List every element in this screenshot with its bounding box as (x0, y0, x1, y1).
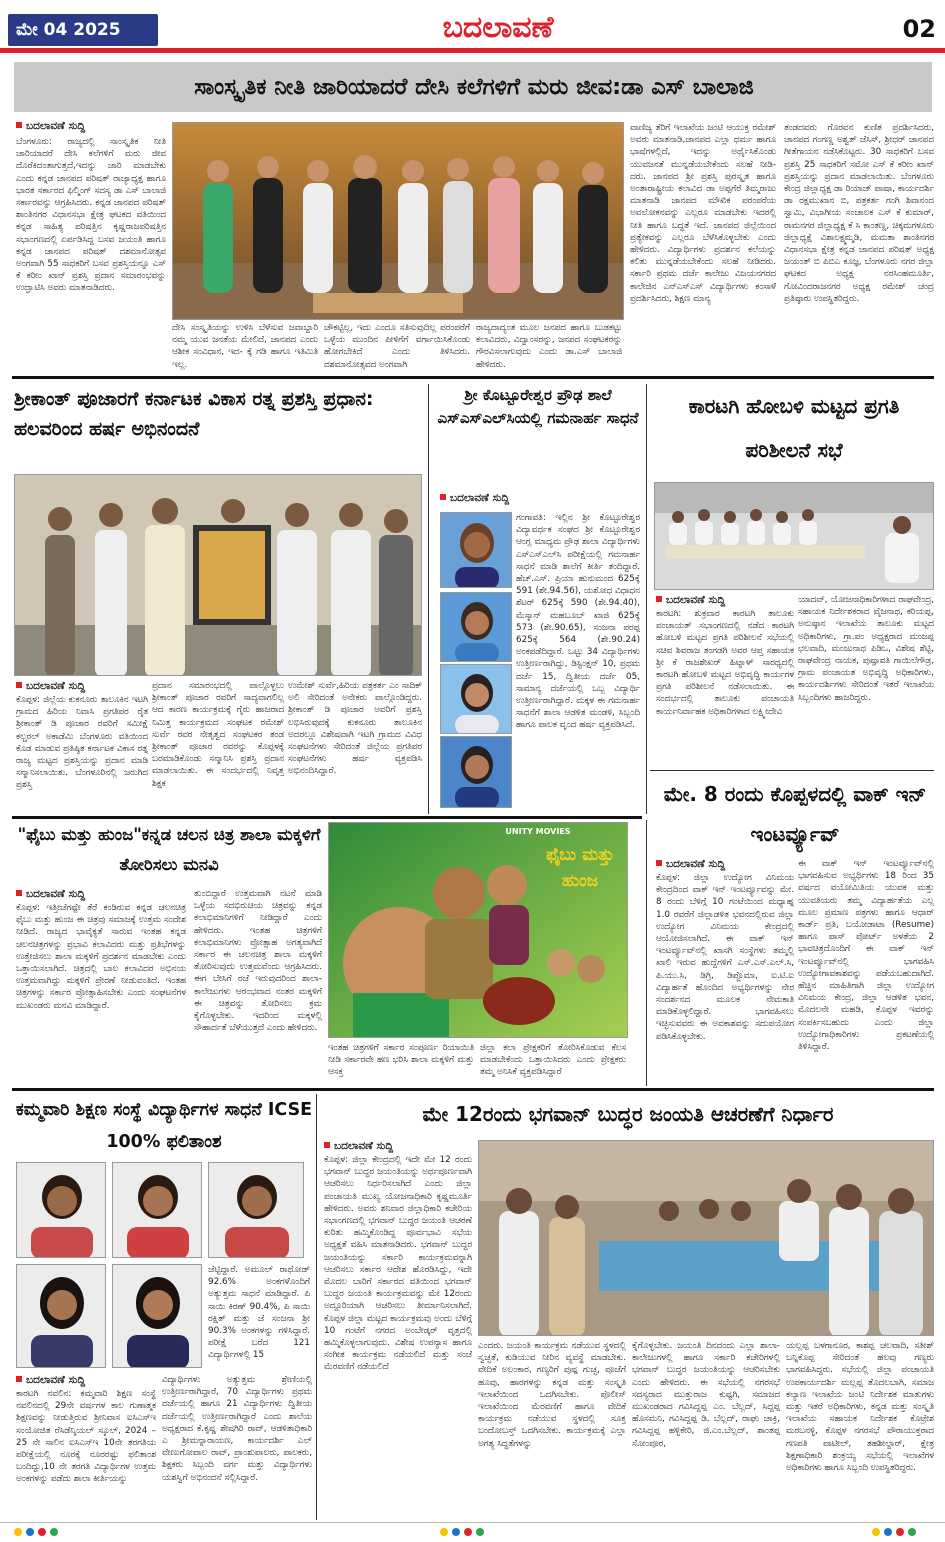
a8-col4: ಯಲ್ಲಪ್ಪ ಬಳಗಾನೂರ, ಕಾಶಪ್ಪ ಚಲವಾದಿ, ಸತೀಶ್ ಬನ್ನಿಕೊಪ್ಪ ಸೇರಿದಂತೆ ಹಲವು ಗಣ್ಯರು ಭಾಗವಹಿಸಿದ್ದರು. ಸಭೆಯಲ್ಲಿ ಜಿಲ್ಲಾ ಪಂಚಾಯತಿ ಉಪಕಾರ್ಯದರ್ಶಿ ಮಲ್ಲಪ್ಪ ತೊದಲಬಾಗಿ, ಸಮಾಜ ಕಲ್ಯಾಣ ಇಲಾಖೆಯ ಜಂಟಿ ನಿರ್ದೇಶಕ ಮಾತುಗಳು ಮತ್ತು ಇತರೆ ಅಧಿಕಾರಿಗಳು, ಕನ್ನಡ ಮತ್ತು ಸಂಸ್ಕೃತಿ ಇಲಾಖೆಯ ಸಹಾಯಕ ನಿರ್ದೇಶಕ ಕೊಟ್ರೇಶ ಮರಬನಳ್ಳಿ, ಕೊಪ್ಪಳ ನಗರಸಭೆ ಪೌರಾಯುಕ್ತರಾದ ಗಣಪತಿ ಪಾಟೀಲ್, ತಹಶೀಲ್ದಾರ್, ಕ್ಷೇತ್ರ ಶಿಕ್ಷಣಾಧಿಕಾರಿ ಶಂಕ್ರಯ್ಯ ಸಭೆಯಲ್ಲಿ ಇಲಾಖೆಗಳ ಅಧಿಕಾರಿಗಳು ಹಾಗೂ ಸಿಬ್ಬಂದಿ ಉಪಸ್ಥಿತರಿದ್ದರು. (786, 1341, 934, 1474)
a2-photo (14, 474, 422, 676)
a3-byline: ಬದಲಾವಣೆ ಸುದ್ದಿ (440, 492, 630, 506)
footer-dots-left (14, 1528, 74, 1538)
a6-caption1: ಇಂತಹ ಚಿತ್ರಗಳಿಗೆ ಸರ್ಕಾರ ಸಂಪೂರ್ಣ ರಿಯಾಯಿತಿ ನೀಡಿ ಸರ್ಕಾರವೇ ಹಣ ಭರಿಸಿ ಶಾಲಾ ಮಕ್ಕಳಿಗೆ ಮತ್ತು ಆಸಕ್ತ (328, 1043, 474, 1078)
a6-caption2: ಜಿಲ್ಲಾ ಕಲಾ ಪ್ರೇಕ್ಷಕರಿಗೆ ತೋರಿಸಿಕೊಡುವ ಕೆಲಸ ಮಾಡಬೇಕೆಂದು ಒತ್ತಾಯಿಸಿದರು ಎಂದು ಪ್ರೇಕ್ಷಕರು ತಮ್ಮ ಅನಿಸಿಕೆ ವ್ಯಕ್ತಪಡಿಸಿದ್ದಾರೆ (480, 1043, 626, 1078)
a7-student-photo-1 (16, 1162, 106, 1258)
a7-student-drawing-4 (17, 1265, 106, 1368)
a1-col3: ವಾಣಿಜ್ಯ ತೆರಿಗೆ ಇಲಾಖೆಯ ಜಂಟಿ ಆಯುಕ್ತ ರಮೇಶ್ ಅವರು ಮಾತನಾಡಿ,ಜಾನಪದ ಎಲ್ಲಾ ಧರ್ಮ ಹಾಗೂ ಭಾಷೆಗಳಲ್ಲಿದೆ, ಇದನ್ನು ಅರ್ಥೈಸಿಕೊಂಡು ಯುವಜನತೆ ಮುನ್ನಡೆಯಬೇಕೆಂದು ಸಲಹೆ ನೀಡಿ- ದರು. ಜಾನಪದ ಶ್ರೀ ಪ್ರಶಸ್ತಿ ಪುರಸ್ಕೃತ ಹಾಗೂ ಅಂತಾರಾಷ್ಟ್ರೀಯ ಕಲಾವಿದ ಡಾ ಅಪ್ಪಗೆರೆ ತಿಮ್ಮರಾಜು ಮಾತನಾಡಿ ಜಾನಪದ ಮೌಖಿಕ ಪರಂಪರೆಯ ಅವಲೋಕನವನ್ನು ಎಲ್ಲರೂ ಮಾಡಬೇಕು ಇದರಲ್ಲಿ ನೀತಿ ಹಾಗೂ ಬದ್ಧತೆ ಇದೆ. ಜಾನಪದ ಜಿಲ್ಲೆಯಿಂದ ಪ್ರತ್ಯೇಕವನ್ನು ಎಲ್ಲರೂ ಬೆಳೆಸಿಕೊಳ್ಳಬೇಕು ಎಂದು ಹೇಳಿದರು. ವಿದ್ಯಾರ್ಥಿಗಳು ಪ್ರದರ್ಶನ ಕಲೆಯನ್ನು ಕಲಿತು ಮುನ್ನಡೆಯಬೇಕೆಂದು ಸಲಹೆ ನೀಡಿದರು. ಸರ್ಕಾರಿ ಪ್ರಥಮ ದರ್ಜೆ ಕಾಲೇಜು ವಿಜಯನಗರದ ಕಾಲೇಜಿನ ಎನ್‌ಎಸ್‌ಎಸ್ ವಿದ್ಯಾರ್ಥಿಗಳು ಕಂಸಾಳೆ ಪ್ರದರ್ಶಿಸಿದರು, ಶಿಕ್ಷಣ ಮಾನ್ಯ (630, 123, 776, 304)
a7-student-drawing-5 (113, 1265, 202, 1368)
a3-student-photo-3 (440, 664, 512, 734)
page-number: 02 (902, 15, 936, 43)
a4-headline: ಕಾರಟಗಿ ಹೋಬಳಿ ಮಟ್ಟದ ಪ್ರಗತಿ ಪರಿಶೀಲನೆ ಸಭೆ (688, 394, 900, 462)
a6-col1: ಕೊಪ್ಪಳ: ಇತ್ತೀಚೆಗಷ್ಟೇ ತೆರೆ ಕಂಡಿರುವ ಕನ್ನಡ ಚಲನಚಿತ್ರ ಫೈಬು ಮತ್ತು ಹುಂಜ ಈ ಚಿತ್ರವು ಸಮಾಜಕ್ಕೆ ಉತ್ತಮ ಸಂದೇಶ ನೀಡಿದೆ. ರಾಜ್ಯದ ಭಾವೈಕ್ಯತೆ ಸಾರುವ ಇಂತಹ ಕನ್ನಡ ಚಲನಚಿತ್ರಗಳನ್ನು ಪ್ರಭಾವಿ ಕಲಾವಿದರು ಮತ್ತು ಪ್ರತಿಭೆಗಳನ್ನು ಉತ್ತೇಜಿಸಲು ಶಾಲಾ ಮಕ್ಕಳಿಗೆ ಪ್ರದರ್ಶನ ಮಾಡಬೇಕು ಎಂದು ಒತ್ತಾಯಿಸಲಾಗಿದೆ. ಚಿತ್ರದಲ್ಲಿ ಬಾಲ ಕಲಾವಿದರ ಅಭಿನಯ ಉತ್ತಮವಾಗಿದ್ದು ಮಕ್ಕಳಿಗೆ ಪ್ರೇರಣೆ ನೀಡುವಂತಿದೆ. ಇಂತಹ ಚಿತ್ರಗಳನ್ನು ಸರ್ಕಾರ ಪ್ರೋತ್ಸಾಹಿಸಬೇಕು ಎಂದು ಸಂಘಟನೆಗಳ ಮುಖಂಡರು ಮನವಿ ಮಾಡಿದ್ದಾರೆ. (16, 903, 186, 1011)
a4-a5-divider (650, 770, 934, 771)
a1-byline: ಬದಲಾವಣೆ ಸುದ್ದಿ (16, 120, 166, 134)
a1-photo (172, 122, 624, 320)
footer-dots-center (440, 1528, 500, 1538)
a7-toppers: ಜೆಟ್ಟಿದ್ದಾರೆ. ಅಮೂಲ್ ರಾಥೋಡ್ 92.6% ಅಂಕಗಳೊಂದಿಗೆ ಅತ್ಯುತ್ತಮ ಸಾಧನೆ ಮಾಡಿದ್ದಾರೆ. ಪಿ ಸಾಯಿ ಕಿರಣ್ 90.4%, ಪಿ ಸಾಯಿ ರಕ್ಷಿತ್ ಮತ್ತು ಜೆ ಸಂಜನಾ ಶ್ರೀ 90.3% ಅಂಕಗಳನ್ನು ಗಳಿಸಿದ್ದಾರೆ. ಪರೀಕ್ಷೆ ಬರೆದ 121 ವಿದ್ಯಾರ್ಥಿಗಳಲ್ಲಿ 15 (208, 1265, 310, 1361)
a1-col1: ಬೆಂಗಳೂರು: ರಾಜ್ಯದಲ್ಲಿ ಸಾಂಸ್ಕೃತಿಕ ನೀತಿ ಜಾರಿಯಾದರೆ ದೇಸಿ ಕಲೆಗಳಿಗೆ ಮರು ಜೀವ ದೊರೆಕಿದಂತಾಗುತ್ತದೆ,ಇದನ್ನು ಜಾರಿ ಮಾಡಬೇಕು ಎಂದು ಕನ್ನಡ ಜಾನಪದ ಪರಿಷತ್ ರಾಜ್ಯಾಧ್ಯಕ್ಷ ಹಾಗೂ ಭಾರತ ಸರ್ಕಾರದ ಫಿಲ್ಮಿಂಗ್ ಸದಸ್ಯ ಡಾ ಎಸ್ ಬಾಲಾಜಿ ಸರ್ಕಾರವನ್ನು ಆಗ್ರಹಿಸಿದರು. ಕನ್ನಡ ಜಾನಪದ ಪರಿಷತ್ ಶಾಂತಿನಗರ ವಿಧಾನಸಭಾ ಕ್ಷೇತ್ರ ಘಟಕದ ವತಿಯಿಂದ ಕನ್ನಡ ಸಾಹಿತ್ಯ ಪರಿಷತ್ತಿನ ಕೃಷ್ಣರಾಜಪರಿಷತ್ತಿನ ಸಭಾಂಗಣದಲ್ಲಿ ಏರ್ಪಡಿಸಿದ್ದ ಬಸವ ಜಯಂತಿ ಹಾಗೂ ಕನ್ನಡ ಜಾನಪದ ಪರಿಷತ್ ದಶಮಾನೋತ್ಸವ ಅಂಗವಾಗಿ 55 ಸಾಧಕರಿಗೆ ಬಸವ ಪ್ರಶಸ್ತಿಯನ್ನೂ ಎಸ್ ಕೆ ಕರೀಂ ಖಾನ್ ಪ್ರಶಸ್ತಿ ಪ್ರದಾನ ಸಮಾರಂಭವನ್ನು ಉದ್ಘಾಟಿಸಿ ಅವರು ಮಾತನಾಡಿದರು. (16, 137, 166, 294)
a6-col2: ತುಂಬಿದ್ದಾರೆ ಉತ್ತಮವಾಗಿ ನಟನೆ ಮಾಡಿ ಒಳ್ಳೆಯ ಸದಭಿರುಚಿಯ ಚಿತ್ರವನ್ನು ಕನ್ನಡ ಕಲಾಭಿಮಾನಿಗಳಿಗೆ ನೀಡಿದ್ದಾರೆ ಎಂದು ಹೇಳಿದರು. ಇಂತಹ ಚಿತ್ರಗಳಿಗೆ ಕಲಾಭಿಮಾನಿಗಳು ಪ್ರೋತ್ಸಾಹ ಅಗತ್ಯವಾಗಿದೆ ಸರ್ಕಾರ ಈ ಚಲನಚಿತ್ರ ಶಾಲಾ ಮಕ್ಕಳಿಗೆ ತೋರಿಸುವುದು ಉತ್ತಮವೆಂದು ಆಗ್ರಹಿಸಿದರು. ಈಗ ಬೇಸಿಗೆ ರಜೆ ಇರುವುದರಿಂದ ಶಾಲಾ-ಕಾಲೇಜುಗಳು ಆರಂಭವಾದ ನಂತರ ಮಕ್ಕಳಿಗೆ ಈ ಚಿತ್ರವನ್ನು ತೋರಿಸಲು ಕ್ರಮ ಕೈಗೊಳ್ಳಬೇಕು. ಇದರಿಂದ ಮಕ್ಕಳಲ್ಲಿ ಸೌಹಾರ್ದತೆ ಬೆಳೆಯುತ್ತದೆ ಎಂದು ಹೇಳಿದರು. (194, 889, 322, 1034)
a1-headline: ಸಾಂಸ್ಕೃತಿಕ ನೀತಿ ಜಾರಿಯಾದರೆ ದೇಸಿ ಕಲೆಗಳಿಗೆ ಮರು ಜೀವ:ಡಾ ಎಸ್ ಬಾಲಾಜಿ (194, 74, 754, 100)
a7-student-photo-2 (112, 1162, 202, 1258)
a3-student-photo-1 (440, 512, 512, 588)
a2-photo-drawing (15, 475, 422, 676)
a4-photo (654, 482, 934, 590)
a1-col4: ತಂಡದವರು ಗೊರವನ ಕುಣಿತ ಪ್ರದರ್ಶಿಸಿದರು, ಜಾನಪದ ಗಂಗಣ್ಣ ಅಶ್ವತ್ ಜೆಸಿಸ್, ಶ್ರೀಧರ್ ಜಾನಪದ ಗೀತೆಗಾಯನ ನಡೆಸಿಕೊಟ್ಟರು. 30 ಸಾಧಕರಿಗೆ ಬಸವ ಪ್ರಶಸ್ತಿ 25 ಸಾಧಕರಿಗೆ ಸಮೋ ಎಸ್ ಕೆ ಕರೀಂ ಖಾನ್ ಪ್ರಶಸ್ತಿಯನ್ನು ಪ್ರದಾನ ಮಾಡಲಾಯಿತು. ಬೆಂಗಳೂರು ಕೇಂದ್ರ ಜಿಲ್ಲಾಧ್ಯಕ್ಷ ಡಾ ರಿಯಾಜ್ ಪಾಷಾ, ಕಾರ್ಯದರ್ಶಿ ಡಾ ರಕ್ಷಮುಖಾನ ಬಿ, ಪತ್ರಕರ್ತ ಗಂಗಿ ಶಿವಾನಂದ ಸ್ವಾಮಿ, ವಿಭಾಗೀಯ ಸಂಚಾಲಕ ಎಸ್ ಕೆ ಕುಮಾರ್, ರಾಮನಗರ ಜಿಲ್ಲಾಧ್ಯಕ್ಷ ಕೆ ಸಿ ಕಾಂತಣ್ಣ, ಚಿಕ್ಕಮಗಳೂರು ಜಿಲ್ಲಾಧ್ಯಕ್ಷೆ ವಿಶಾಲಕ್ಷ್ಮಮ್ಮಡಿ, ಮಮತಾ ಶಾಂತಿನಗರ ವಿಧಾನಸಭಾ ಕ್ಷೇತ್ರ ಕನ್ನಡ ಜಾನಪದ ಪರಿಷತ್ ಅಧ್ಯಕ್ಷ ಜಯಂತ್ ಬಿ ಪಿಬಿಎ ಕೂಜ್ಞ, ಬೆಂಗಳೂರು ನಗರ ಜಿಲ್ಲಾ ಘಟಕದ ಅಧ್ಯಕ್ಷ ನರಸಿಂಹಮೂರ್ತಿ, ಗೋವಿಂದರಾಜನಗರ ಅಧ್ಯಕ್ಷ ರಮೇಶ್ ಚಂದ್ರ ಪ್ರತಿಷ್ಠಾರು ಉಪಸ್ಥಿತರಿದ್ದರು. (784, 123, 934, 304)
a3-student-photo-4 (440, 736, 512, 808)
a7-byline: ಬದಲಾವಣೆ ಸುದ್ದಿ (16, 1374, 156, 1388)
a7-student-drawing-3 (209, 1163, 304, 1258)
a2-col3: ಉಮೇಶ್ ಸುರ್ವೆ,ಹಿರಿಯ ಪತ್ರಕರ್ತ ಎಂ ಸಾದಿಕ್ ಅಲಿ ಸೇರಿದಂತೆ ಅನೇಕರು ಪಾಲ್ಗೊಂಡಿದ್ದರು. ಶ್ರೀಕಾಂತ್ ಡಿ ಪೂಜಾರ ಅವರಿಗೆ ಪ್ರಶಸ್ತಿ ಲಭಿಸಿರುವುದಕ್ಕೆ ಕುಕನೂರು ತಾಲೂಕಿನ ಅದರಲ್ಲೂ ವಿಶೇಷವಾಗಿ ಇಟಗಿ ಗ್ರಾಮದ ವಿವಿಧ ಸಂಘಟನೆಗಳು ಸೇರಿದಂತೆ ಜಿಲ್ಲೆಯ ಪ್ರಗತಿಪರ ಸಂಘಟನೆಗಳು ಹರ್ಷ ವ್ಯಕ್ತಪಡಿಸಿ ಅಭಿನಂದಿಸಿದ್ದಾರೆ. (288, 681, 422, 777)
a7-col2: ವಿದ್ಯಾರ್ಥಿಗಳು ಅತ್ಯುತ್ತಮ ಶ್ರೇಣಿಯಲ್ಲಿ ಉತ್ತೀರ್ಣರಾಗಿದ್ದಾರೆ, 70 ವಿದ್ಯಾರ್ಥಿಗಳು ಪ್ರಥಮ ದರ್ಜೆಯಲ್ಲಿ ಹಾಗೂ 21 ವಿದ್ಯಾರ್ಥಿಗಳು ದ್ವಿತೀಯ ದರ್ಜೆಯಲ್ಲಿ ಉತ್ತೀರ್ಣರಾಗಿದ್ದಾರೆ ಎಂದು ಶಾಲೆಯ ಅಧ್ಯಕ್ಷರಾದ ಕೆ.ಕೃಷ್ಣ ಶೇಷಗಿರಿ ರಾವ್, ಆಡಳಿತಾಧಿಕಾರಿ ಎ ಶ್ರೀಮನ್ನಾರಾಯಣ, ಕಾರ್ಯದರ್ಶಿ ಎಲ್ ವೇಣುಗೋಪಾಲ ರಾವ್, ಪ್ರಾಂಶುಪಾಲರು, ಪಾಲಕರು, ಶಿಕ್ಷಕರು ಸಿಬ್ಬಂದಿ ವರ್ಗ ಮತ್ತು ವಿದ್ಯಾರ್ಥಿಗಳು ಯಶಸ್ವಿಗೆ ಅಭಿನಂದನೆ ಸಲ್ಲಿಸಿದ್ದಾರೆ. (162, 1375, 312, 1483)
a2-a3-divider (428, 384, 429, 814)
footer-dots-right (872, 1528, 932, 1538)
a8-photo-drawing (479, 1141, 934, 1336)
a7-student-drawing-2 (113, 1163, 202, 1258)
a4-photo-drawing (655, 483, 934, 590)
a6-poster-studio: UNITY MOVIES (505, 827, 571, 836)
a1-photo-drawing (173, 123, 624, 320)
a7-col1: ಕಾರಟಗಿ ನವಲಿನ: ಕಮ್ಮವಾರಿ ಶಿಕ್ಷಣ ಸಂಸ್ಥೆ ನವಲಿನದಲ್ಲಿ 29ನೇ ವರ್ಷಗಳ ಕಾಲ ಗುಣಾತ್ಮಕ ಶಿಕ್ಷಣವನ್ನು ನೀಡುತ್ತಿರುವ ಶ್ರೀನಿವಾಸ ಐಸಿಎಸ್‌ಇ ಸಂಯೋಜಿತ ರೆಸಿಡೆನ್ಶಿಯಲ್ ಸ್ಕೂಲ್, 2024 – 25 ನೇ ಸಾಲಿನ ಐಸಿಎಸ್‌ಇ 10ನೇ ತರಗತಿಯ ಪರೀಕ್ಷೆಯಲ್ಲಿ ನೂರಕ್ಕೆ ನೂರರಷ್ಟು ಫಲಿತಾಂಶ ಬಂದಿದ್ದು,10 ನೇ ತರಗತಿ ವಿದ್ಯಾರ್ಥಿಗಳ ಉತ್ತಮ ಅಂಕಗಳನ್ನು ಪಡೆದು ಶಾಲಾ ಕೀರ್ತಿಯನ್ನು (16, 1389, 156, 1485)
a2-col1: ಕೊಪ್ಪಳ: ಜಿಲ್ಲೆಯ ಕುಕನೂರು ತಾಲೂಕಿನ ಇಟಗಿ ಗ್ರಾಮದ ಹಿರಿಯ ನಿವಾಸಿ ಪ್ರಗತಿಪರ ರೈತ ಶ್ರೀಕಾಂತ್ ಡಿ ಪೂಜಾರ ರವರಿಗೆ ಸಮೀಕ್ಷೆ ಕಲ್ಚರಲ್ ಅಕಾಡೆಮಿ ಬೆಂಗಳೂರು ವತಿಯಿಂದ ಕೊಡ ಮಾಡುವ ಪ್ರತಿಷ್ಠಿತ ಕರ್ನಾಟಕ ವಿಕಾಸ ರತ್ನ ರಾಜ್ಯ ಮಟ್ಟದ ಪ್ರಶಸ್ತಿಯನ್ನು ಪ್ರದಾನ ಮಾಡಿ ಸನ್ಮಾನಿಸಲಾಯಿತು. ಬೆಂಗಳೂರಿನಲ್ಲಿ ಜರುಗಿದ ಪ್ರಶಸ್ತಿ (16, 695, 148, 791)
newspaper-title: ಬದಲಾವಣೆ (442, 10, 554, 45)
a3-headline: ಶ್ರೀ ಕೊಟ್ಟೂರೇಶ್ವರ ಪ್ರೌಢ ಶಾಲೆ ಎಸ್‌ಎಸ್‌ಎಲ್‌ಸಿಯಲ್ಲಿ ಗಮನಾರ್ಹ ಸಾಧನೆ (437, 386, 639, 427)
a6-headline: "ಫೈಬು ಮತ್ತು ಹುಂಜ"ಕನ್ನಡ ಚಲನ ಚಿತ್ರ ಶಾಲಾ ಮಕ್ಕಳಿಗೆ ತೋರಿಸಲು ಮನವಿ (17, 825, 321, 874)
a4-byline: ಬದಲಾವಣೆ ಸುದ್ದಿ (656, 594, 794, 608)
a5-col2: ಈ ವಾಕ್ ಇನ್ ಇಂಟರ್ವ್ಯೂವ್‌ನಲ್ಲಿ ಭಾಗವಹಿಸುವ ಅಭ್ಯರ್ಥಿಗಳು 18 ರಿಂದ 35 ವರ್ಷದ ವಯೋಮಿತಿಯ ಯುವಕ ಮತ್ತು ಯುವತಿಯರು ತಮ್ಮ ವಿದ್ಯಾರ್ಹತೆಯ ಎಲ್ಲ ಮೂಲ ಪ್ರಮಾಣ ಪತ್ರಗಳು ಹಾಗೂ ಆಧಾರ್ ಕಾರ್ಡ್ ಪ್ರತಿ, ಬಯೋಡಾಟಾ (Resume) ಹಾಗೂ ಪಾಸ್ ಪೋರ್ಟ್ ಅಳತೆಯ 2 ಭಾವಚಿತ್ರದೊಂದಿಗೆ ಈ ವಾಕ್ ಇನ್ ಇಂಟರ್ವ್ಯೂವ್‌ನಲ್ಲಿ ಭಾಗವಹಿಸಿ ಉದ್ಯೋಗಾವಕಾಶವನ್ನು ಪಡೆಯಬಹುದಾಗಿದೆ. ಹೆಚ್ಚಿನ ಮಾಹಿತಿಗಾಗಿ ಜಿಲ್ಲಾ ಉದ್ಯೋಗ ವಿನಿಮಯ ಕೇಂದ್ರ, ಜಿಲ್ಲಾ ಆಡಳಿತ ಭವನ, ಮೊದಲನೇ ಮಹಡಿ, ಕೊಪ್ಪಳ ಇವರನ್ನು ಸಂಪರ್ಕಿಸಬಹುದು ಎಂದು ಜಿಲ್ಲಾ ಉದ್ಯೋಗಾಧಿಕಾರಿಗಳು ಪ್ರಕಟಣೆಯಲ್ಲಿ ತಿಳಿಸಿದ್ದಾರೆ. (798, 859, 934, 1053)
a7-student-photo-4 (16, 1264, 106, 1368)
footer-rule (0, 1522, 945, 1523)
a5-col1: ಕೊಪ್ಪಳ: ಜಿಲ್ಲಾ ಉದ್ಯೋಗ ವಿನಿಮಯ ಕೇಂದ್ರದಿಂದ ವಾಕ್ ಇನ್ ಇಂಟರ್ವ್ಯೂವನ್ನು ಮೇ. 8 ರಂದು ಬೆಳಿಗ್ಗೆ 10 ಗಂಟೆಯಿಂದ ಮಧ್ಯಾಹ್ನ 1.0 ರವರೆಗೆ ಜಿಲ್ಲಾಡಳಿತ ಭವನದಲ್ಲಿರುವ ಜಿಲ್ಲಾ ಉದ್ಯೋಗ ವಿನಿಮಯ ಕೇಂದ್ರದಲ್ಲಿ ಆಯೋಜಿಸಲಾಗಿದೆ. ಈ ವಾಕ್ ಇನ್ ಇಂಟರ್ವ್ಯೂವ್‌ನಲ್ಲಿ ಖಾಸಗಿ ಸಂಸ್ಥೆಗಳು ತಮ್ಮಲ್ಲಿ ಖಾಲಿ ಇರುವ ಹುದ್ದೆಗಳಿಗೆ ಎಸ್.ಎಸ್.ಎಲ್.ಸಿ, ಪಿ.ಯು.ಸಿ, ಡಿಗ್ರಿ, ಡಿಪ್ಲೊಮಾ, ಐ.ಟಿ.ಐ ವಿದ್ಯಾರ್ಹತೆ ಹೊಂದಿದ ಅಭ್ಯರ್ಥಿಗಳನ್ನು ನೇರ ಸಂದರ್ಶನದ ಮೂಲಕ ನೇಮಕಾತಿ ಮಾಡಿಕೊಳ್ಳಲಿದ್ದಾರೆ. ಭಾಗವಹಿಸಲು ಇಚ್ಛಿಸುವವರು ಈ ಅವಕಾಶವನ್ನು ಸದುಪಯೋಗ ಪಡಿಸಿಕೊಳ್ಳಬೇಕು. (656, 873, 794, 1042)
a8-photo (478, 1140, 934, 1336)
a8-col3: ಕೈಗೊಳ್ಳಬೇಕು. ಜಯಂತಿ ದಿನದಂದು ಎಲ್ಲಾ ಶಾಲಾ-ಕಾಲೇಜುಗಳಲ್ಲಿ ಹಾಗೂ ಸರ್ಕಾರಿ ಕಚೇರಿಗಳಲ್ಲಿ ಭಗವಾನ್ ಬುದ್ಧರ ಜಯಂತಿಯನ್ನು ಆಚರಿಸಬೇಕು ಎಂದು ಹೇಳಿದರು. ಈ ಸಭೆಯಲ್ಲಿ ನಗರಸಭೆ ಸದಸ್ಯರಾದ ಮುತ್ತುರಾಜ ಕುಷ್ಟಗಿ, ಸಮಾಜದ ಮುಖಂಡರಾದ ಗವಿಸಿದ್ದಪ್ಪ ಎಂ. ಬೆಲ್ಲದ್, ಸಿದ್ದಪ್ಪ ಹೊಸಮನಿ, ಗವಿಸಿದ್ದಪ್ಪ ಡಿ. ಬೆಲ್ಲದ್, ರಾಘು ಚಾಕ್ರಿ, ಗವಿಸಿದ್ದಪ್ಪ ಹಳ್ಳಿಕೇರಿ, ಜಿ.ಎಂ.ಬೆಲ್ಲದ್, ಶಾಂತಪ್ಪ ಸೋಂಪೂರ, (632, 1341, 780, 1449)
a2-headline: ಶ್ರೀಕಾಂತ್ ಪೂಜಾರಗೆ ಕರ್ನಾಟಕ ವಿಕಾಸ ರತ್ನ ಪ್ರಶಸ್ತಿ ಪ್ರಧಾನ: ಹಲವರಿಂದ ಹರ್ಷ ಅಭಿನಂದನೆ (14, 388, 374, 440)
a7-student-photo-3 (208, 1162, 304, 1258)
a3-a4-divider (646, 384, 647, 814)
a7-student-photo-5 (112, 1264, 202, 1368)
a8-headline: ಮೇ 12ರಂದು ಭಗವಾನ್ ಬುದ್ಧರ ಜಂಯತಿ ಆಚರಣೆಗೆ ನಿರ್ಧಾರ (422, 1102, 834, 1126)
issue-date: ಮೇ 04 2025 (8, 14, 158, 46)
a1-caption3: ರಾಜ್ಯದಾದ್ಯಂತ ಮೂಲ ಜನಪದ ಹಾಗೂ ಬುಡಕಟ್ಟು ಕಲಾವಿದರು, ವಿದ್ವಾಂಸರನ್ನು, ಜನಪದ ಸಂಘಟಕರನ್ನು ಗೌರವಿಸಲಾಗುವುದು ಎಂದು ಡಾ.ಎಸ್ ಬಾಲಾಜಿ ಹೇಳಿದರು. (476, 323, 622, 370)
a1-caption1: ದೇಸಿ ಸಂಸ್ಕೃತಿಯನ್ನು ಉಳಿಸಿ ಬೆಳೆಸುವ ಜವಾಬ್ದಾರಿ ನಮ್ಮ ಯುವ ಜನತೆಯ ಮೇಲಿದೆ, ಜಾನಪದ ಎಂದು ಆಶೀಕ ಸಂವಿಧಾನ, ಇದ- ಕ್ಕೆ ಗಡಿ ಹಾಗೂ ಇತಿಮಿತಿ ಇಲ್ಲ. (172, 323, 318, 370)
a5-headline: ಮೇ. 8 ರಂದು ಕೊಪ್ಪಳದಲ್ಲಿ ವಾಕ್ ಇನ್ ಇಂಟರ್ವ್ಯೂವ್ (663, 782, 927, 846)
a3-student-drawing-2 (441, 593, 512, 662)
a1-bottom-rule (12, 376, 934, 379)
a2-bottom-rule (12, 816, 642, 819)
a3-student-drawing-4 (441, 737, 512, 808)
a5-byline: ಬದಲಾವಣೆ ಸುದ್ದಿ (656, 858, 794, 872)
a2-byline: ಬದಲಾವಣೆ ಸುದ್ದಿ (16, 680, 146, 694)
masthead-rule (0, 48, 945, 53)
a3-body: ಗಂಗಾವತಿ: ಇಲ್ಲಿನ ಶ್ರೀ ಕೊಟ್ಟೂರೇಶ್ವರ ವಿದ್ಯಾವರ್ಧಕ ಸಂಘದ ಶ್ರೀ ಕೊಟ್ಟೂರೇಶ್ವರ ಆಂಗ್ಲ ಮಾಧ್ಯಮ ಪ್ರೌಢ ಶಾಲಾ ವಿದ್ಯಾರ್ಥಿಗಳು ಎಸ್‌ಎಸ್‌ಎಲ್‌ಸಿ ಪರೀಕ್ಷೆಯಲ್ಲಿ ಗಮನಾರ್ಹ ಸಾಧನೆ ಮಾಡಿ ಶಾಲೆಗೆ ಕೀರ್ತಿ ತಂದಿದ್ದಾರೆ. ಹೆಚ್.ಎಸ್. ಪ್ರಿಯಾ ಹುನುಮಂದ 625ಕ್ಕೆ 591 (ಶೇ.94.56), ಯಶೋಧ ವಿಧಾಧನ ಶೆಟರ್ 625ಕ್ಕೆ 590 (ಶೇ.94.40), ಮೆಸ್ಕಾನ್ ಮಹಬೂಬ್ ಖಾಜಿ 625ಕ್ಕೆ 573 (ಶೇ.90.65), ಸಂಜನಾ ಪರಪ್ಪ 625ಕ್ಕೆ 564 (ಶೇ.90.24) ಅಂಕಪಡೆದಿದ್ದಾರೆ. ಒಟ್ಟು 34 ವಿದ್ಯಾರ್ಥಿಗಳು ಉತ್ತೀರ್ಣರಾಗಿದ್ದು, ಡಿಸ್ಟಿಂಕ್ಷನ್ 10, ಪ್ರಥಮ ದರ್ಜೆ 15, ದ್ವಿತೀಯ ದರ್ಜೆ 05, ಸಾಮಾನ್ಯ ದರ್ಜೆಯಲ್ಲಿ ಒಬ್ಬ ವಿದ್ಯಾರ್ಥಿ ಉತ್ತೀರ್ಣರಾಗಿದ್ದಾರೆ. ಮಕ್ಕಳ ಈ ಗಮನಾರ್ಹ ಸಾಧನೆಗೆ ಶಾಲಾ ಆಡಳಿತ ಮಂಡಳಿ, ಸಿಬ್ಬಂದಿ ಹಾಗೂ ಪಾಲಕ ವೃಂದ ಹರ್ಷ ವ್ಯಕ್ತಪಡಿಸಿದೆ. (516, 513, 640, 731)
a4-col2: ಯಾದವ್, ಯೋಜನಾಧಿಕಾರಿಗಳಾದ ರಾಘವೇಂದ್ರ, ಸಹಾಯಕ ನಿರ್ದೇಶಕರಾದ ವೈಜನಾಥ, ಕರಿಯಪ್ಪ, ಅನುಷ್ಠಾನ ಇಲಾಖೆಯ ತಾಲೂಕು ಮಟ್ಟದ ಅಧಿಕಾರಿಗಳು, ಗ್ರಾ.ಪಂ ಅಧ್ಯಕ್ಷರಾದ ಮಂಜಪ್ಪ ಛಲವಾದಿ, ಮಂಜುನಾಥ ಪಿಡಿಒ, ವಿಶೇಷ ಶೆಟ್ಟಿ, ರಾಘವೇಂದ್ರ ನಾಯಕ, ಪುಷ್ಪಾವತಿ ಗಾಯಿಲೆಗೌಡ್ರ, ಗ್ರಾಮ ಪಂಚಾಯತ ಅಭಿವೃದ್ಧಿ ಅಧಿಕಾರಿಗಳು, ಕಾರ್ಯದರ್ಶಿಗಳು ಸೇರಿದಂತೆ ಇತರೆ ಇಲಾಖೆಯ ಸಿಬ್ಬಂದಿಗಳು ಹಾಜರಿದ್ದರು. (798, 595, 934, 703)
a6-byline: ಬದಲಾವಣೆ ಸುದ್ದಿ (16, 888, 166, 902)
a4-col1: ಕಾರಟಗಿ: ಶುಕ್ರವಾರ ಕಾರಟಗಿ ತಾಲೂಕು ಪಂಚಾಯತ್ ಸಭಾಂಗಣದಲ್ಲಿ ನಡೆದ ಕಾರಟಗಿ ಹೋಬಳಿ ಮಟ್ಟದ ಪ್ರಗತಿ ಪರಿಶೀಲನೆ ಸಭೆಯಲ್ಲಿ ಸಚಿವ ಶಿವರಾಜ ತಂಗಡಗಿ ಅವರ ಆಪ್ತ ಸಹಾಯಕ ಶ್ರೀ ಕೆ ರಾಜಶೇಖರ್ ಹಿಟ್ನಾಳ್ ಸಾರಥ್ಯದಲ್ಲಿ ಕಾರಟಗಿ ಹೋಬಳಿ ಮಟ್ಟದ ಅಭಿವೃದ್ಧಿ ಕಾರ್ಯಗಳ ಪ್ರಗತಿ ಪರಿಶೀಲನೆ ನಡೆಸಲಾಯಿತು. ಈ ಸಂದರ್ಭದಲ್ಲಿ ತಾಲೂಕು ಪಂಚಾಯತಿ ಕಾರ್ಯನಿರ್ವಾಹಕ ಅಧಿಕಾರಿಗಳಾದ ಲಕ್ಷ್ಮೀದೇವಿ (656, 609, 794, 717)
mid-bottom-rule (12, 1088, 934, 1091)
a3-student-photo-2 (440, 592, 512, 662)
a8-col2: ಎಂದರು. ಜಯಂತಿ ಕಾರ್ಯಕ್ರಮ ನಡೆಯುವ ಸ್ಥಳದಲ್ಲಿ ಸ್ವಚ್ಛತೆ, ಕುಡಿಯುವ ನೀರಿನ ವ್ಯವಸ್ಥೆ ಮಾಡಬೇಕು. ವೇದಿಕೆ ಅಲಂಕಾರ, ಗಣ್ಯರಿಗೆ ಪುಷ್ಪ ಗುಚ್ಛ, ಪೂಜೆಗೆ ಹೂವು, ಹಾರಗಳನ್ನು ಕನ್ನಡ ಮತ್ತು ಸಂಸ್ಕೃತಿ ಇಲಾಖೆಯಿಂದ ಒದಗಿಸಬೇಕು. ಪೊಲೀಸ್ ಇಲಾಖೆಯಿಂದ ಮೆರವಣಿಗೆ ಹಾಗೂ ವೇದಿಕೆ ಕಾರ್ಯಕ್ರಮ ನಡೆಯುವ ಸ್ಥಳದಲ್ಲಿ ಸೂಕ್ತ ಬಂದೋಬಸ್ತ್ ಒದಗಿಸಬೇಕು. ಕಾರ್ಯಕ್ರಮಕ್ಕೆ ಎಲ್ಲಾ ಅಗತ್ಯ ಸಿದ್ಧತೆಗಳನ್ನು (478, 1341, 626, 1449)
a6-poster-title: ಫೈಬು ಮತ್ತು ಹುಂಜ (545, 845, 615, 891)
a3-student-drawing-1 (441, 513, 512, 588)
a3-student-drawing-3 (441, 665, 512, 734)
a7-a8-divider (316, 1094, 317, 1520)
a7-headline: ಕಮ್ಮವಾರಿ ಶಿಕ್ಷಣ ಸಂಸ್ಥೆ ವಿದ್ಯಾರ್ಥಿಗಳ ಸಾಧನೆ ICSE 100% ಫಲಿತಾಂಶ (15, 1100, 313, 1152)
a8-byline: ಬದಲಾವಣೆ ಸುದ್ದಿ (324, 1140, 472, 1154)
a7-student-drawing-1 (17, 1163, 106, 1258)
a1-caption2: ಚೌಕಟ್ಟಿಲ್ಲ, ಇದು ಎಂದೂ ಸತಿಸುವುದಿಲ್ಲ ಪರಂಪರೆಗೆ ಒಳ್ಳೆಯ ಮುಂದಿನ ಪೀಳಿಗೆಗೆ ವರ್ಗಾಯಿಸಿಕೊಂಡು ಹೋಗಬೇಕಿದೆ ಎಂದು ತಿಳಿಸಿದರು. ದಶಮಾನೋತ್ಸವದ ಅಂಗವಾಗಿ (324, 323, 470, 370)
a6-a5-divider (646, 820, 647, 1086)
a2-col2: ಪ್ರದಾನ ಸಮಾರಂಭದಲ್ಲಿ ಪಾಲ್ಗೊಳ್ಳಲು ಶ್ರೀಕಾಂತ್ ಪೂಜಾರ ರವರಿಗೆ ಸಾದ್ಯವಾಗಲಿಲ್ಲ ಆದ ಕಾರಣ ಕಾರ್ಯಕ್ರಮಕ್ಕೆ ಗೈರು ಹಾಜರಾದ ನಿಮಿತ್ತ ಕಾರ್ಯಕ್ರಮದ ಸಂಘಟಕ ರಮೇಶ್ ಸುರ್ವೆ ರವರ ನೇತೃತ್ವದ ಸಂಘಟಕರ ತಂಡ ಶ್ರೀಕಾಂತ್ ಪೂಜಾರ ರವರನ್ನು ಕೊಪ್ಪಳಕ್ಕೆ ಬರಮಾಡಿಕೊಂಡು ಸನ್ಮಾನಿಸಿ ಪ್ರಶಸ್ತಿ ಪ್ರದಾನ ಮಾಡಲಾಯಿತು. ಈ ಸಂದರ್ಭದಲ್ಲಿ ನಿವೃತ್ತ ಶಿಕ್ಷಕ (152, 681, 284, 789)
a8-col1: ಕೊಪ್ಪಳ: ಜಿಲ್ಲಾ ಕೇಂದ್ರದಲ್ಲಿ ಇದೇ ಮೇ 12 ರಂದು ಭಗವಾನ್ ಬುದ್ಧರ ಜಯಂತಿಯನ್ನು ಅರ್ಥಪೂರ್ಣವಾಗಿ ಆಚರಿಸಲು ನಿರ್ಧರಿಸಲಾಗಿದೆ ಎಂದು ಜಿಲ್ಲಾ ಪಂಚಾಯತಿ ಮುಖ್ಯ ಯೋಜನಾಧಿಕಾರಿ ಕೃಷ್ಣಮೂರ್ತಿ ಹೇಳಿದರು. ಅವರು ಶನಿವಾರ ಜಿಲ್ಲಾಧಿಕಾರಿ ಕಚೇರಿಯ ಸಭಾಂಗಣದಲ್ಲಿ ಭಗವಾನ್ ಬುದ್ಧರ ಜಯಂತಿ ಆಚರಣೆ ಕುರಿತು ಹಮ್ಮಿಕೊಂಡಿದ್ದ ಪೂರ್ವಭಾವಿ ಸಭೆಯ ಅಧ್ಯಕ್ಷತೆ ವಹಿಸಿ ಮಾತನಾಡಿದರು. ಭಗವಾನ್ ಬುದ್ಧರ ಜಯಂತಿಯನ್ನು ಸರ್ಕಾರಿ ಕಾರ್ಯಕ್ರಮವನ್ನಾಗಿ ಆಚರಿಸಲು ಸರ್ಕಾರ ಆದೇಶ ಹೊರಡಿಸಿದ್ದು, ಇದೇ ಮೊದಲ ಬಾರಿಗೆ ಸರ್ಕಾರದ ವತಿಯಿಂದ ಭಗವಾನ್ ಬುದ್ಧರ ಜಯಂತಿ ಕಾರ್ಯಕ್ರಮವನ್ನು ಮೇ 12ರಂದು ಅದ್ದೂರಿಯಾಗಿ ಆಚರಿಸಲು ತೀರ್ಮಾನಿಸಲಾಗಿದೆ. ಕೊಪ್ಪಳ ಜಿಲ್ಲಾ ಮಟ್ಟದ ಕಾರ್ಯಕ್ರಮವು ಅಂದು ಬೆಳಿಗ್ಗೆ 10 ಗಂಟೆಗೆ ನಗರದ ಅಂಬೇಡ್ಕರ್ ವೃತ್ತದಲ್ಲಿ ಹಮ್ಮಿಕೊಳ್ಳಲಾಗುವುದು. ವಿಶೇಷ ಉಪನ್ಯಾಸ ಹಾಗೂ ಸಂಗೀತ ಕಾರ್ಯಕ್ರಮ ನಡೆಯಲಿದೆ ಮತ್ತು ಸಂಜೆ ಮೆರವಣಿಗೆ ನಡೆಯಲಿದೆ (324, 1155, 472, 1373)
